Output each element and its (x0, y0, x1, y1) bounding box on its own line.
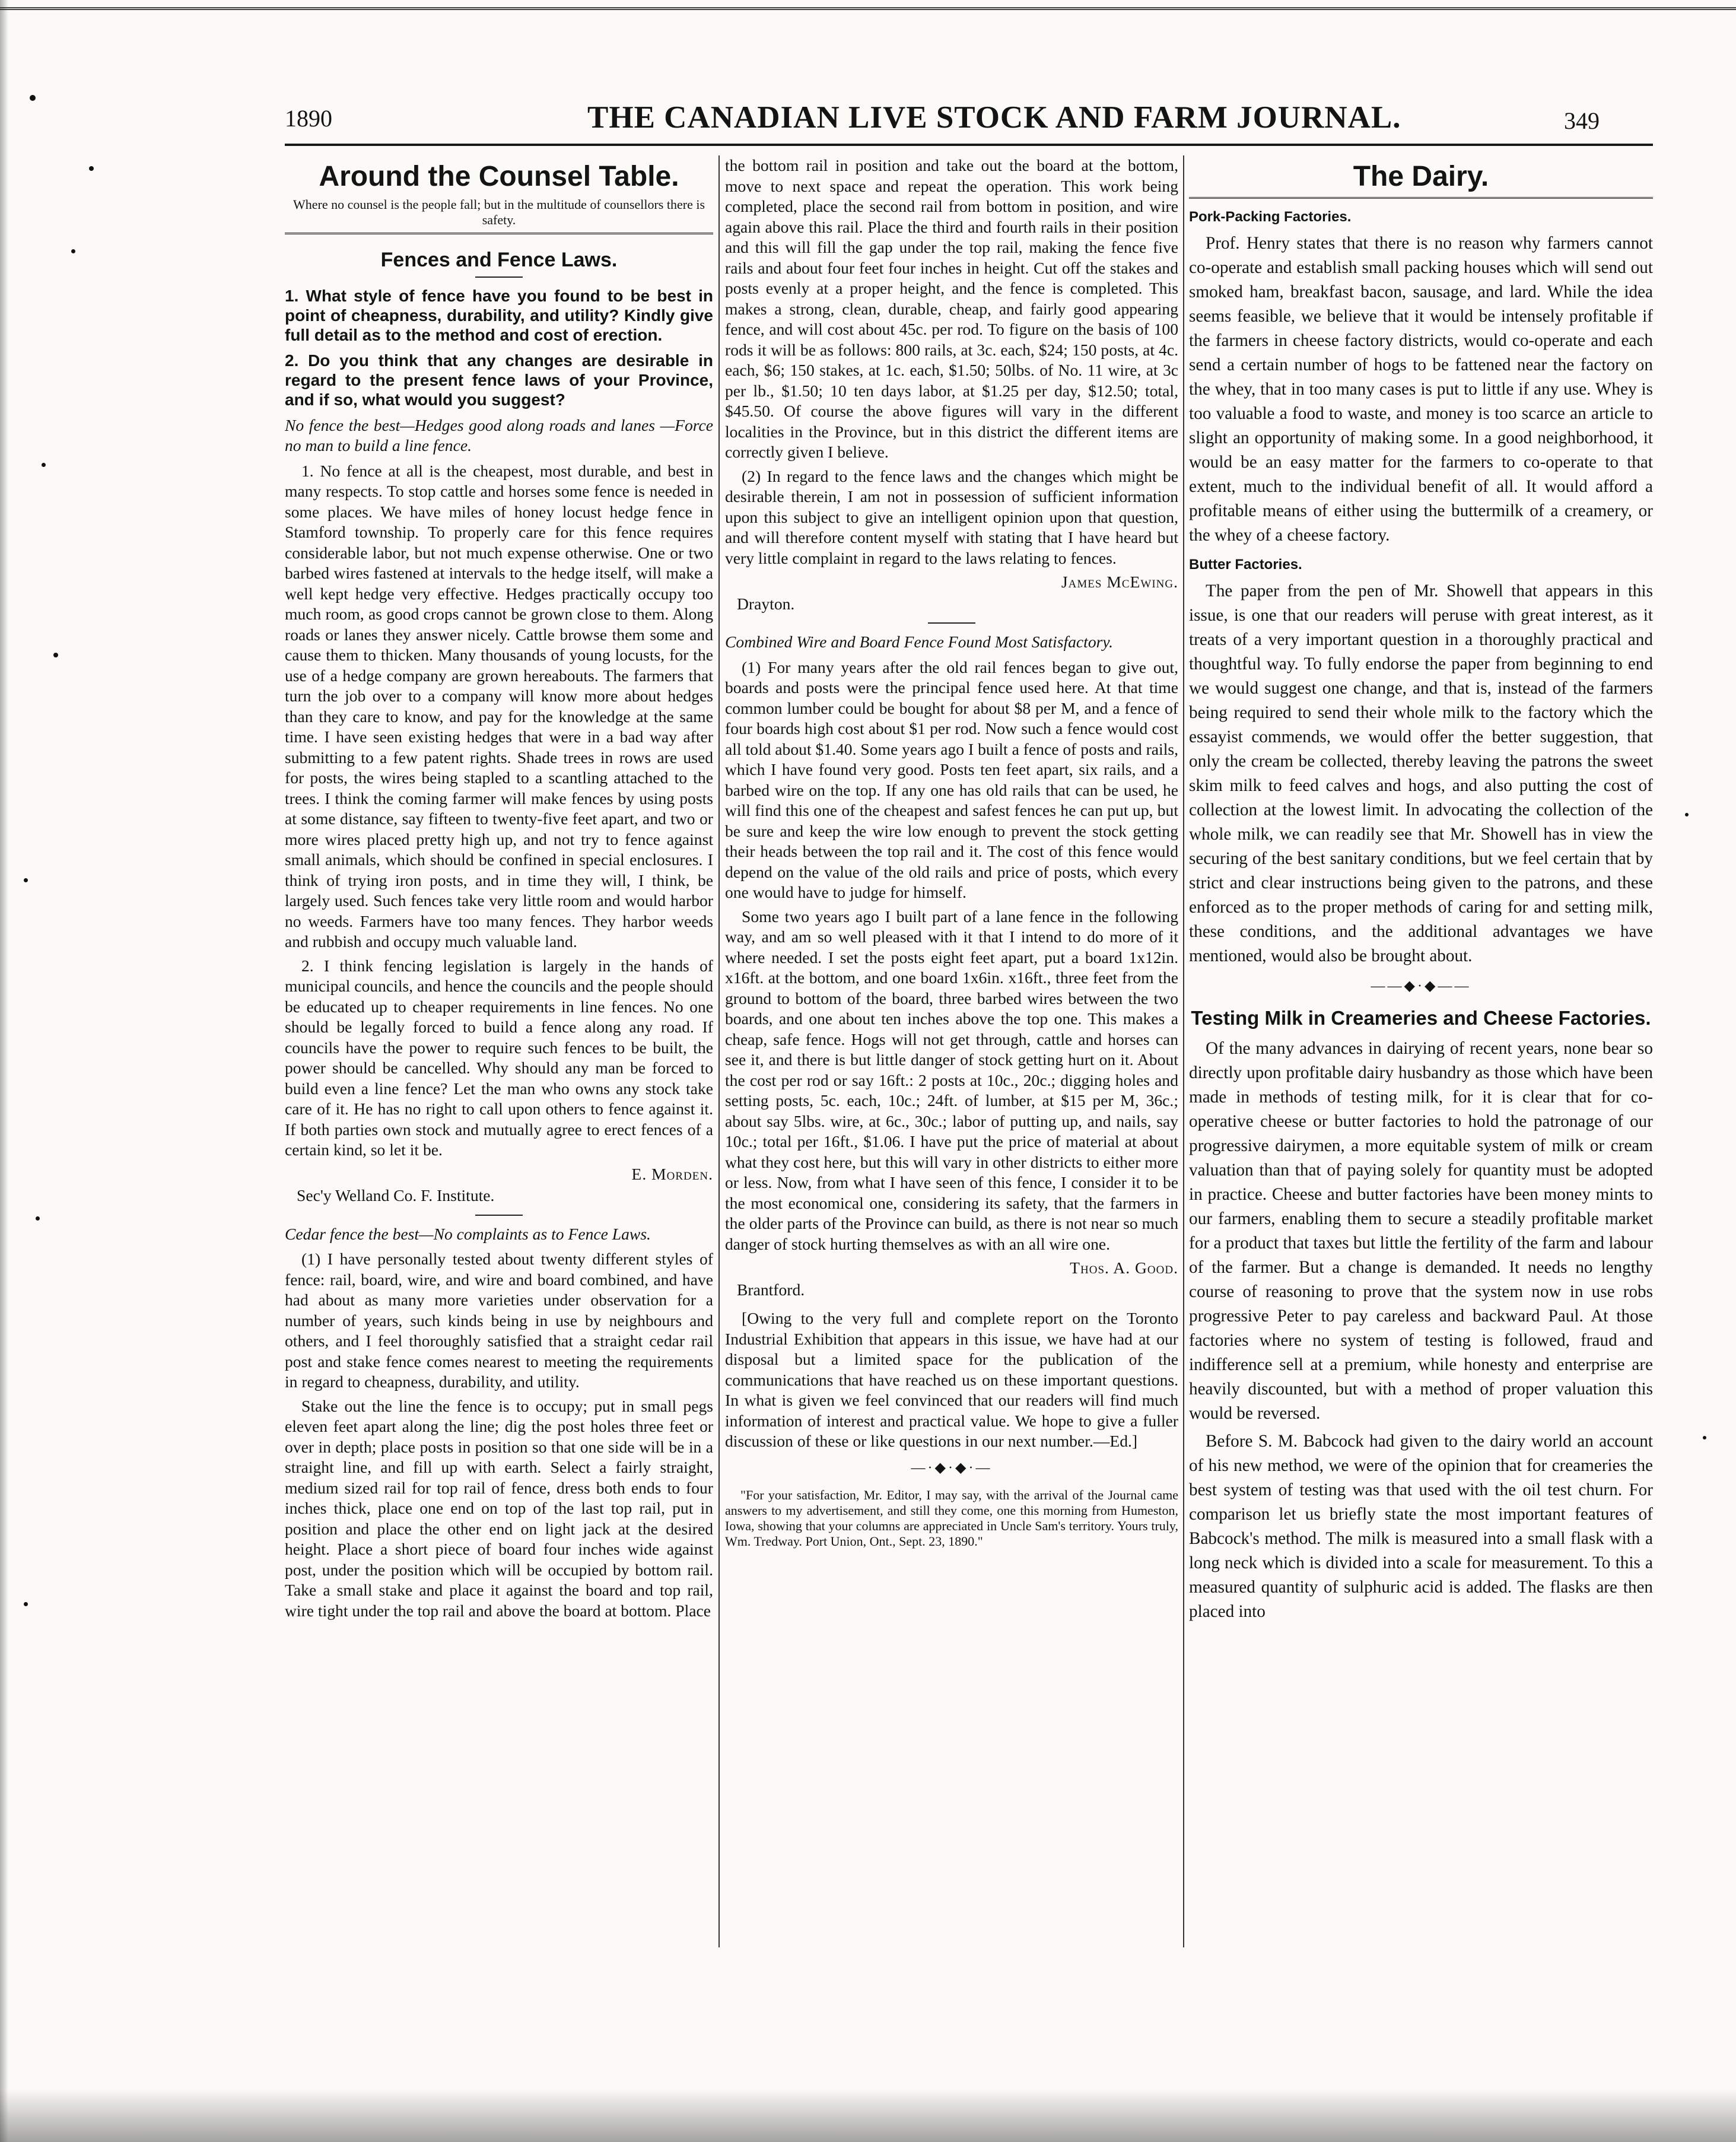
reply-heading: Cedar fence the best—No complaints as to Fence Laws. (285, 1224, 651, 1243)
reader-letter: "For your satisfaction, Mr. Editor, I may say, with the arrival of the Journal came answers to my advertisement, and still they come, one this morning from Humeston, Iowa, showing that your columns are appreciated in Uncle Sam's territory. Yours truly, Wm. Tredway. Port Union, Ont., Sept. 23, 1890." (725, 1488, 1178, 1549)
paragraph: (1) I have personally tested about twenty different styles of fence: rail, board, wire, and wire and board combined, and have had about as many more varieties under observation for a number of years, such kinds being in use by neighbours and others, and I feel thoroughly satisfied that a straight cedar rail post and stake fence comes nearest to meeting the requirements in regard to cheapness, durability, and utility. (285, 1250, 713, 1391)
short-divider (928, 622, 975, 624)
column-left (285, 155, 713, 1625)
signature-place: Drayton. (737, 594, 795, 613)
paragraph: Prof. Henry states that there is no reason why farmers cannot co-operate and establish small packing houses which will send out smoked ham, breakfast bacon, sausage, and lard. While the idea seems feasible, we believe that it would be intensely profitable if the farmers in cheese factory districts, would co-operate and each send a certain number of hogs to be fattened near the factory on the whey, that in too many cases is put to little if any use. Whey is too valuable a food to waste, and money is too scarce an article to slight an opportunity of making some. In a good neighborhood, it would be an easy matter for the farmers to co-operate to that extent, much to the individual benefit of all. It would afford a profitable means of either using the buttermilk of a creamery, or the whey of a cheese factory. (1189, 234, 1653, 545)
section-rule (1189, 197, 1653, 199)
column-middle (725, 155, 1178, 1549)
signature-place: Brantford. (737, 1280, 805, 1299)
paragraph: The paper from the pen of Mr. Showell that appears in this issue, is one that our readers will peruse with great interest, as it treats of a very important question in a thoroughly practical and thoughtful way. To fully endorse the paper from beginning to end we would suggest one change, and that is, instead of the farmers being required to send their whole milk to the factory which the essayist commends, we would offer the better suggestion, that only the cream be collected, thereby leaving the patrons the sweet skim milk to feed calves and hogs, and also putting the cost of collection at the lowest limit. In advocating the collection of the whole milk, we can readily see that Mr. Showell has in view the securing of the best sanitary conditions, but we feel certain that by strict and clear instructions being given to the patrons, and these enforced as to the proper methods of caring for and setting milk, these conditions, and the additional advantages we have mentioned, would also be brought about. (1189, 581, 1653, 965)
reply-heading: No fence the best—Hedges good along roads and lanes —Force no man to build a line fence. (285, 415, 713, 455)
question-2: 2. Do you think that any changes are desirable in regard to the present fence laws of your Province, and if so, what would you suggest? (285, 351, 713, 409)
paragraph: 2. I think fencing legislation is largely in the hands of municipal councils, and hence the councils and the people should be educated up to cheaper requirements in line fences. No one should be legally forced to build a fence along any road. If councils have the power to require such fences to be built, the power should be cancelled. Why should any man be forced to build even a line fence? Let the man who owns any stock take care of it. He has no right to call upon others to fence against it. If both parties own stock and mutually agree to erect fences of a certain kind, so let it be. (285, 956, 713, 1159)
page-number: 349 (1564, 107, 1600, 134)
question-1: 1. What style of fence have you found to be best in point of cheapness, durability, and utility? Kindly give full detail as to the method and cost of erection. (285, 286, 713, 344)
paragraph: (1) For many years after the old rail fences began to give out, boards and posts were the principal fence used here. At that time common lumber could be bought for about $8 per M, and a fence of four boards high cost about $1 per rod. Now such a fence would cost all told about $1.40. Some years ago I built a fence of posts and rails, which I have found very good. Posts ten feet apart, six rails, and a barbed wire on the top. If any one has old rails that can be used, he will find this one of the cheapest and safest fences he can put up, but be sure and keep the wire low enough to prevent the stock getting their heads between the top rail and it. The cost of this fence would depend on the value of the old rails and price of posts, which every one would have to judge for himself. (725, 657, 1179, 901)
margin-speck (53, 653, 58, 657)
issue-year: 1890 (285, 105, 332, 132)
short-divider (475, 1215, 523, 1216)
side-heading: Pork-Packing Factories. (1189, 209, 1352, 225)
ornament-divider: —·◆·◆·— (911, 1460, 993, 1476)
margin-speck (71, 249, 75, 253)
paragraph: Before S. M. Babcock had given to the dairy world an account of his new method, we were of the opinion that for creameries the best system of testing was that used with the oil test churn. For comparison let us briefly state the most important features of Babcock's method. The milk is measured into a small flask with a long neck which is divided into a scale for measurement. To this a measured quantity of sulphuric acid is added. The flasks are then placed into (1189, 1432, 1653, 1621)
margin-speck (30, 95, 36, 101)
ornament-divider: ——◆·◆—— (1371, 978, 1471, 994)
page-bottom-shadow (0, 2089, 1736, 2142)
paragraph: (2) In regard to the fence laws and the changes which might be desirable therein, I am not in possession of sufficient information upon this subject to give an intelligent opinion upon that question, and will therefore content myself with stating that I have heard but very little complaint in regard to the laws relating to fences. (725, 466, 1178, 567)
column-right (1189, 155, 1653, 1628)
margin-speck (1703, 1436, 1706, 1439)
section-title: The Dairy. (1353, 161, 1489, 192)
margin-speck (1685, 813, 1689, 816)
section-motto: Where no counsel is the people fall; but in the multitude of counsellors there is safety. (292, 197, 705, 227)
signature: James McEwing. (1061, 573, 1178, 591)
margin-speck (42, 463, 46, 467)
reply-heading: Combined Wire and Board Fence Found Most Satisfactory. (725, 633, 1113, 651)
top-border (0, 7, 1736, 10)
section-title: Around the Counsel Table. (319, 161, 679, 192)
margin-speck (36, 1216, 40, 1221)
signature: Thos. A. Good. (1070, 1258, 1178, 1277)
signature: E. Morden. (631, 1164, 713, 1183)
side-heading: Butter Factories. (1189, 557, 1302, 573)
signature-place: Sec'y Welland Co. F. Institute. (297, 1186, 495, 1205)
margin-speck (24, 878, 28, 882)
masthead-rule (285, 144, 1653, 146)
column-divider-2 (1183, 155, 1184, 1947)
article-title: Fences and Fence Laws. (380, 249, 618, 271)
editor-note: [Owing to the very full and complete report on the Toronto Industrial Exhibition that appears in this issue, we have had at our disposal but a limited space for the publication of the communications that have reached us on these important questions. In what is given we feel convinced that our readers will find much information of interest and practical value. We hope to give a fuller discussion of these or like questions in our next number.—Ed.] (725, 1309, 1178, 1450)
margin-speck (24, 1602, 28, 1606)
section-rule (285, 233, 713, 234)
paragraph: Of the many advances in dairying of recent years, none bear so directly upon profitable dairy husbandry as those which have been made in methods of testing milk, for it is clear that for co-operative cheese or butter factories to hold the patronage of our progressive dairymen, a more equitable system of milk or cream valuation than that of paying solely for quantity must be adopted in practice. Cheese and butter factories have been money mints to our farmers, enabling them to secure a steadily profitable market for a product that taxes but little the fertility of the farm and labour of the farmer. But a change is demanded. It needs no lengthy course of reasoning to prove that the system now in use robs progressive Peter to pay careless and backward Paul. At those factories where no system of testing is followed, fraud and indifference sell at a premium, while honesty and enterprise are heavily discounted, but with a method of proper valuation this would be reversed. (1189, 1039, 1653, 1423)
paragraph: Stake out the line the fence is to occupy; put in small pegs eleven feet apart along the line; dig the post holes three feet or over in depth; place posts in position so that one side will be in a straight line, and fill up with earth. Select a fairly straight, medium sized rail for top rail of fence, dress both ends to four inches thick, place one end on top of the last top rail, put in position and place the other end on light jack at the desired height. Place a short piece of board four inches wide against post, under the position which will be occupied by bottom rail. Take a small stake and place it against the board and top rail, wire tight under the top rail and above the board at bottom. Place (285, 1396, 713, 1620)
journal-title: THE CANADIAN LIVE STOCK AND FARM JOURNAL. (587, 100, 1401, 135)
short-divider (475, 277, 523, 278)
paragraph: Some two years ago I built part of a lane fence in the following way, and am so well pleased with it that I intend to do more of it where needed. I set the posts eight feet apart, put a board 1x12in. x16ft. at the bottom, and one board 1x6in. x16ft., three feet from the ground to bottom of the board, three barbed wires between the two boards, and one about ten inches above the top one. This makes a cheap, safe fence. Hogs will not get through, cattle and horses can see it, and there is but little danger of stock getting hurt on it. About the cost per rod or say 16ft.: 2 posts at 10c., 20c.; digging holes and setting posts, 5c. each, 10c.; 24ft. of lumber, at $15 per M, 36c.; about say 5lbs. wire, at 6c., 30c.; labor of putting up, and nails, say 10c.; total per 16ft., $1.06. I have put the price of material at about what they cost here, but this will vary in other districts to either more or less. Now, from what I have seen of this fence, I consider it to be the most economical one, considering its safety, that the farmers in the older parts of the Province can build, as there is not near so much danger of stock hurting themselves as with an all wire one. (725, 907, 1178, 1253)
column-divider-1 (718, 155, 720, 1947)
paragraph: 1. No fence at all is the cheapest, most durable, and best in many respects. To stop cattle and horses some fence is needed in some places. We have miles of honey locust hedge fence in Stamford township. To properly care for this fence requires considerable labor, but not much expense otherwise. One or two barbed wires fastened at intervals to the hedge itself, will make a well kept hedge very effective. Hedges practically occupy too much room, as good crops cannot be grown close to them. Along roads or lanes they answer nicely. Cattle browse them some and cause them to thicken. Many thousands of young locusts, for the use of a hedge company are grown hereabouts. The farmers that turn the job over to a company will know more about hedges than they care to know, and pay for the knowledge at the same time. I have seen existing hedges that were in a bad way after submitting to a few patent rights. Shade trees in rows are used for posts, the wires being stapled to a scantling attached to the trees. I think the coming farmer will make fences by using posts at some distance, say fifteen to twenty-five feet apart, and two or more wires placed pretty high up, and not try to fence against small animals, which should be confined in special enclosures. I think of trying iron posts, and in time they will, I think, be largely used. Such fences take very little room and would harbor no weeds. Farmers have too many fences. They harbor weeds and rubbish and occupy much valuable land. (285, 461, 713, 951)
page-edge-shadow (0, 0, 8, 2142)
margin-speck (89, 166, 94, 171)
article-title: Testing Milk in Creameries and Cheese Factories. (1191, 1007, 1651, 1029)
paragraph: the bottom rail in position and take out the board at the bottom, move to next space and repeat the operation. This work being completed, place the second rail from bottom in position, and wire again above this rail. Place the third and fourth rails in their position and this will fill the gap under the top rail, making the fence five rails and about four feet four inches in height. Cut off the stakes and posts evenly at a proper height, and the fence is completed. This makes a strong, clean, durable, cheap, and fairly good appearing fence, and will cost about 45c. per rod. To figure on the basis of 100 rods it will be as follows: 800 rails, at 3c. each, $24; 150 posts, at 4c. each, $6; 150 stakes, at 1c. each, $1.50; 50lbs. of No. 11 wire, at 3c per lb., $1.50; 10 ten days labor, at $1.25 per day, $12.50; total, $45.50. Of course the above figures will vary in the different localities in the Province, but in this district the different items are correctly given I believe. (725, 156, 1178, 461)
